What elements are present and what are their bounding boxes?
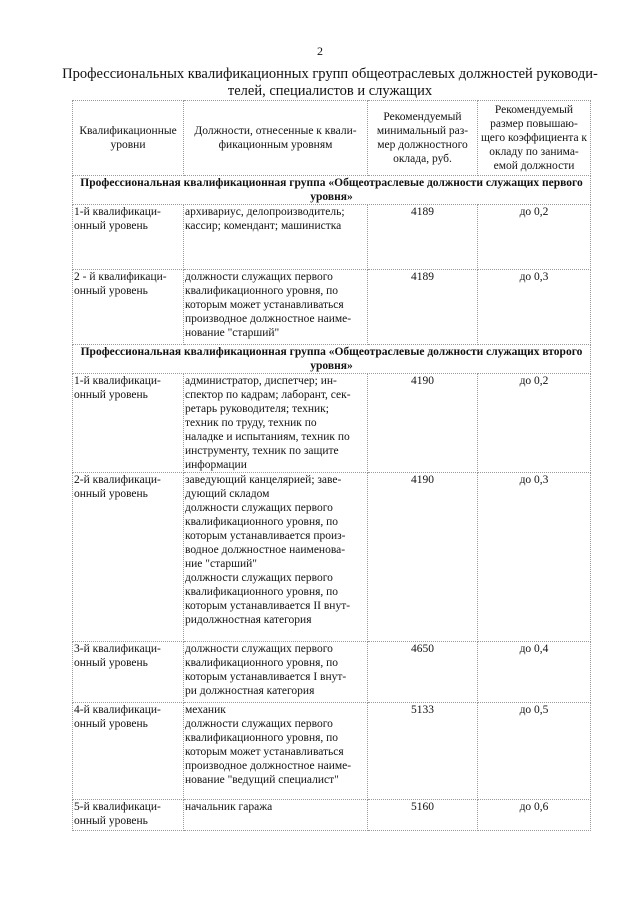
group-title: Профессиональная квалификационная группа «Общеотраслевые должности служащих первого уровня» xyxy=(73,176,591,205)
level-cell xyxy=(73,703,184,800)
positions-text: квалификационного уровня, по xyxy=(185,732,339,744)
level-cell xyxy=(73,270,184,345)
table-row xyxy=(73,800,591,831)
table-row xyxy=(73,642,591,703)
positions-text: архивариус, делопроизводитель; xyxy=(185,206,345,218)
positions-cell xyxy=(184,374,368,473)
salary-cell: 4189 xyxy=(368,205,478,270)
positions-text: должности служащих первого xyxy=(185,271,333,283)
coefficient-cell: до 0,3 xyxy=(478,473,591,642)
positions-text: начальник гаража xyxy=(185,801,273,813)
positions-cell xyxy=(184,270,368,345)
positions-text: администратор, диспетчер; ин- xyxy=(185,375,337,387)
positions-text: которым может устанавливаться xyxy=(185,299,344,311)
positions-text: должности служащих первого xyxy=(185,502,333,514)
positions-cell xyxy=(184,642,368,703)
positions-text: которым может устанавливаться xyxy=(185,746,344,758)
positions-text: ние "старший" xyxy=(185,558,257,570)
positions-cell xyxy=(184,703,368,800)
positions-text: водное должностное наименова- xyxy=(185,544,346,556)
coefficient-cell: до 0,2 xyxy=(478,374,591,473)
positions-text: ретарь руководителя; техник; xyxy=(185,403,329,415)
title-line-2: телей, специалистов и служащих xyxy=(227,83,433,99)
coefficient-cell: до 0,4 xyxy=(478,642,591,703)
salary-cell: 5160 xyxy=(368,800,478,831)
positions-cell xyxy=(184,205,368,270)
header-salary: Рекомендуемый минимальный раз- мер должностного оклада, руб. xyxy=(368,101,478,176)
positions-text: наладке и испытаниям, техник по xyxy=(185,431,350,443)
level-cell xyxy=(73,473,184,642)
level-text: 2-й квалификаци- xyxy=(74,474,161,486)
group-header-row xyxy=(73,176,591,205)
positions-text: квалификационного уровня, по xyxy=(185,586,339,598)
level-text: 5-й квалификаци- xyxy=(74,801,161,813)
positions-text: которым устанавливается II внут- xyxy=(185,600,351,612)
title-line-1: Профессиональных квалификационных групп общеотраслевых должностей руководи- xyxy=(62,66,598,82)
positions-text: информации xyxy=(185,459,247,471)
header-level: Квалификационные уровни xyxy=(73,101,184,176)
positions-text: квалификационного уровня, по xyxy=(185,285,339,297)
positions-text: инструменту, техник по защите xyxy=(185,445,339,457)
group-title: Профессиональная квалификационная группа «Общеотраслевые должности служащих второго уровня» xyxy=(73,345,591,374)
level-text: онный уровень xyxy=(74,488,148,500)
positions-text: ри должностная категория xyxy=(185,685,315,697)
salary-cell: 4189 xyxy=(368,270,478,345)
level-cell xyxy=(73,800,184,831)
coefficient-cell: до 0,3 xyxy=(478,270,591,345)
positions-text: механик xyxy=(185,704,226,716)
level-text: онный уровень xyxy=(74,285,148,297)
positions-text: должности служащих первого xyxy=(185,643,333,655)
level-text: 2 - й квалификаци- xyxy=(74,271,167,283)
positions-text: квалификационного уровня, по xyxy=(185,657,339,669)
level-cell xyxy=(73,642,184,703)
level-text: 3-й квалификаци- xyxy=(74,643,161,655)
level-cell xyxy=(73,205,184,270)
table-header-row xyxy=(73,101,591,176)
positions-text: должности служащих первого xyxy=(185,572,333,584)
positions-text: квалификационного уровня, по xyxy=(185,516,339,528)
salary-cell: 4190 xyxy=(368,374,478,473)
level-text: онный уровень xyxy=(74,657,148,669)
document-title xyxy=(50,66,610,100)
header-coefficient: Рекомендуемый размер повышаю- щего коэффициента к окладу по занима- емой должности xyxy=(478,101,591,176)
salary-cell: 5133 xyxy=(368,703,478,800)
coefficient-cell: до 0,2 xyxy=(478,205,591,270)
positions-text: спектор по кадрам; лаборант, сек- xyxy=(185,389,351,401)
positions-text: производное должностное наиме- xyxy=(185,760,352,772)
positions-text: нование "старший" xyxy=(185,327,280,339)
level-text: онный уровень xyxy=(74,815,148,827)
level-text: 1-й квалификаци- xyxy=(74,375,161,387)
salary-cell: 4190 xyxy=(368,473,478,642)
positions-text: заведующий канцелярией; заве- xyxy=(185,474,342,486)
level-text: 4-й квалификаци- xyxy=(74,704,161,716)
page-number: 2 xyxy=(317,44,323,58)
positions-text: дующий складом xyxy=(185,488,270,500)
positions-text: кассир; комендант; машинистка xyxy=(185,220,342,232)
level-cell xyxy=(73,374,184,473)
level-text: онный уровень xyxy=(74,220,148,232)
table-row xyxy=(73,205,591,270)
table-row xyxy=(73,473,591,642)
header-positions: Должности, отнесенные к квали- фикационным уровням xyxy=(184,101,368,176)
table-row xyxy=(73,703,591,800)
positions-text: которым устанавливается произ- xyxy=(185,530,346,542)
positions-text: техник по труду, техник по xyxy=(185,417,317,429)
coefficient-cell: до 0,5 xyxy=(478,703,591,800)
level-text: онный уровень xyxy=(74,389,148,401)
level-text: 1-й квалификаци- xyxy=(74,206,161,218)
positions-text: производное должностное наиме- xyxy=(185,313,352,325)
positions-text: которым устанавливается I внут- xyxy=(185,671,347,683)
table-row xyxy=(73,270,591,345)
salary-cell: 4650 xyxy=(368,642,478,703)
positions-text: ридолжностная категория xyxy=(185,614,312,626)
positions-text: нование "ведущий специалист" xyxy=(185,774,339,786)
level-text: онный уровень xyxy=(74,718,148,730)
positions-text: должности служащих первого xyxy=(185,718,333,730)
table-row xyxy=(73,374,591,473)
coefficient-cell: до 0,6 xyxy=(478,800,591,831)
positions-cell xyxy=(184,473,368,642)
qualification-table xyxy=(72,100,591,831)
positions-cell xyxy=(184,800,368,831)
group-header-row xyxy=(73,345,591,374)
